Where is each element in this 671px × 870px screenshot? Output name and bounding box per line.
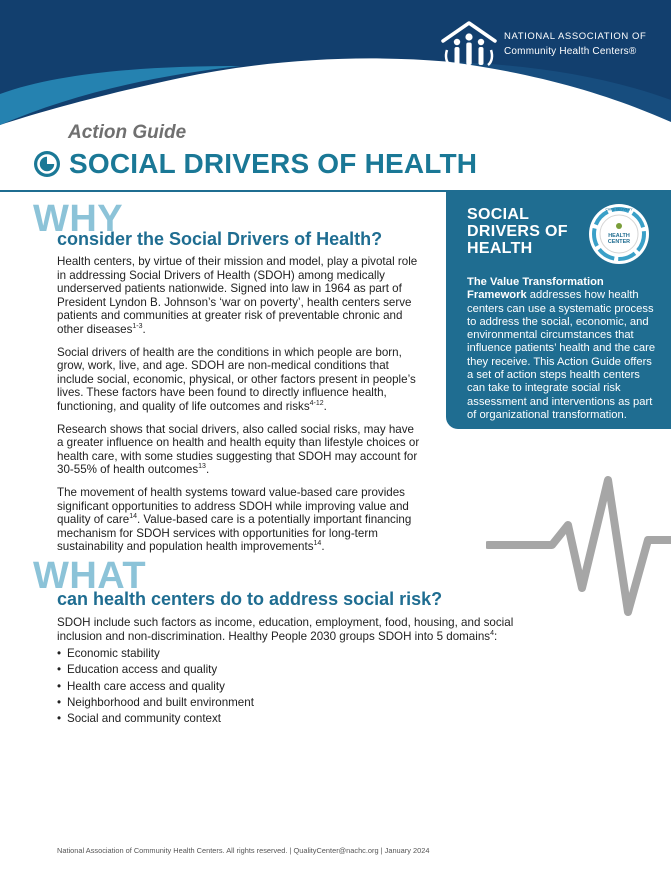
page-title: SOCIAL DRIVERS OF HEALTH xyxy=(69,148,478,179)
what-intro: SDOH include such factors as income, education, employment, food, housing, and social inclusion and non-discrimination. Healthy People 2030 groups SDOH into 5 domains$^4$: xyxy=(57,616,514,643)
list-item: • Health care access and quality xyxy=(57,680,552,694)
why-big-word: WHY xyxy=(33,198,124,240)
why-heading: consider the Social Drivers of Health? xyxy=(57,229,383,249)
what-heading: can health centers do to address social risk? xyxy=(57,589,443,609)
why-paragraph-3: Research shows that social drivers, also called social risks, may have a greater influence on health and health equity than lifestyle choices or health care, with some studies suggesting that SDOH may account for 30-55% of health outcomes$^{13}$. xyxy=(57,422,420,477)
heartbeat-line-graphic xyxy=(486,470,671,620)
sdoh-domain-list xyxy=(57,647,552,725)
list-item: • Social and community context xyxy=(57,712,552,726)
what-big-word: WHAT xyxy=(33,555,147,597)
why-body xyxy=(57,255,421,563)
badge-center-line-2: CENTER xyxy=(607,239,631,245)
action-guide-label: Action Guide xyxy=(68,122,187,143)
why-paragraph-2: Social drivers of health are the conditions in which people are born, grow, work, live, and age. SDOH are non-medical conditions that include social, economic, physical, or other factors present in people’s lives. These factors have been found to directly influence health, functioning, and quality of life outcomes and risks$^{4-12}$. xyxy=(57,345,416,413)
what-body xyxy=(57,616,552,728)
logo-line-1: NATIONAL ASSOCIATION OF xyxy=(504,31,647,42)
sidebar-title: SOCIAL DRIVERS OF HEALTH xyxy=(467,206,568,257)
house-people-icon xyxy=(440,20,498,68)
badge-center-line-1: HEALTH xyxy=(608,233,630,239)
badge-top-label: CARE DELIVERY xyxy=(605,207,633,212)
list-item: • Neighborhood and built environment xyxy=(57,696,552,710)
list-item: • Economic stability xyxy=(57,647,552,661)
sidebar-text: The Value Transformation Framework addresses how health centers can use a systematic process to address the social, economic, and environmental circumstances that influence patients’ health and the care they receive. This Action Guide offers a set of action steps health centers can take to integrate social risk assessment and interventions as part of organizational transformation. xyxy=(467,276,656,421)
why-paragraph-4: The movement of health systems toward value-based care provides significant opportunities to address SDOH while improving value and quality of care$^{14}$. Value-based care is a potentially important financing mechanism for SDOH services with opportunities for long-term sustainability and population health improvements$^{14}$. xyxy=(57,485,412,554)
list-item: • Education access and quality xyxy=(57,663,552,677)
nachc-logo xyxy=(440,20,646,68)
why-paragraph-1: Health centers, by virtue of their mission and model, play a pivotal role in addressing Social Drivers of Health (SDOH) among medically underserved patients nationwide. Signed into law in 1964 as part of President Lyndon B. Johnson’s ‘war on poverty’, health centers serve patients and communities at greater risk of preventable chronic and other diseases$^{1-3}$. xyxy=(57,255,418,336)
footer-text: National Association of Community Health Centers. All rights reserved. | QualityCenter@nachc.org | January 2024 xyxy=(57,846,430,855)
pie-chart-icon xyxy=(33,150,61,178)
value-transformation-badge-icon xyxy=(588,203,650,265)
logo-line-2: Community Health Centers® xyxy=(504,46,637,57)
